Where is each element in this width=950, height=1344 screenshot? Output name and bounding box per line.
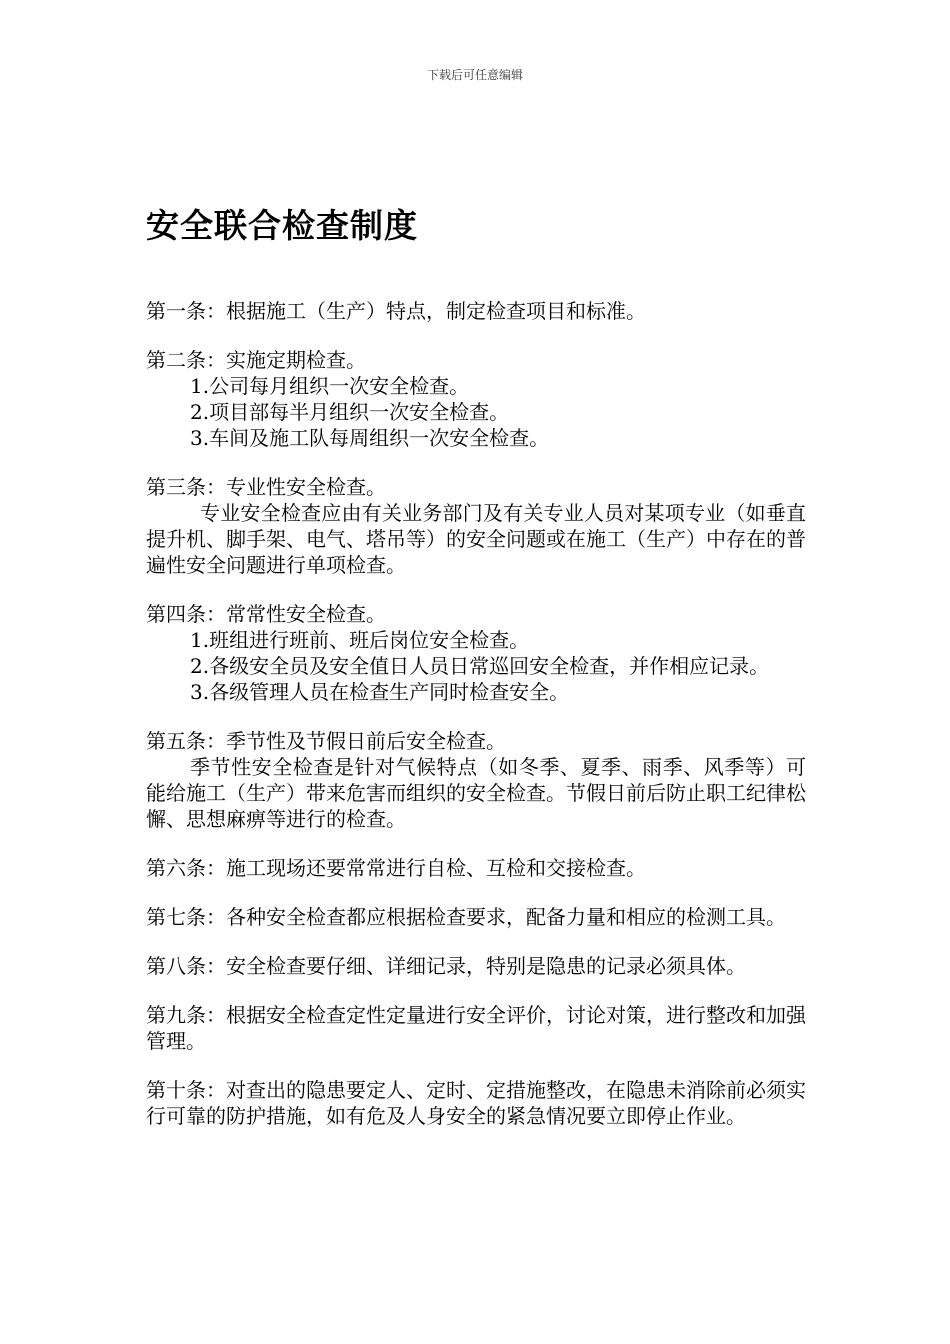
document-body [146,298,806,1152]
article-heading: 第六条：施工现场还要常常进行自检、互检和交接检查。 [146,856,646,880]
article-8 [146,953,806,979]
article-heading: 第八条：安全检查要仔细、详细记录，特别是隐患的记录必须具体。 [146,954,746,978]
article-heading: 第五条：季节性及节假日前后安全检查。 [146,729,506,753]
article-heading: 第二条：实施定期检查。 [146,348,366,372]
article-4 [146,601,806,705]
list-item: 3.车间及施工队每周组织一次安全检查。 [190,426,550,450]
list-item: 2.项目部每半月组织一次安全检查。 [190,400,510,424]
article-heading: 第九条：根据安全检查定性定量进行安全评价，讨论对策，进行整改和加强管理。 [146,1003,806,1053]
article-heading: 第三条：专业性安全检查。 [146,475,386,499]
article-heading: 第一条：根据施工（生产）特点，制定检查项目和标准。 [146,299,646,323]
article-7 [146,904,806,930]
article-heading: 第四条：常常性安全检查。 [146,602,386,626]
header-note: 下载后可任意编辑 [426,68,523,82]
article-10 [146,1077,806,1129]
list-item: 1.公司每月组织一次安全检查。 [190,374,470,398]
article-1 [146,298,806,324]
list-item: 1.班组进行班前、班后岗位安全检查。 [190,628,530,652]
article-3 [146,474,806,578]
article-heading: 第七条：各种安全检查都应根据检查要求，配备力量和相应的检测工具。 [146,905,786,929]
article-2 [146,347,806,451]
list-item: 2.各级安全员及安全值日人员日常巡回安全检查，并作相应记录。 [190,654,770,678]
article-6 [146,855,806,881]
article-heading: 第十条：对查出的隐患要定人、定时、定措施整改，在隐患未消除前必须实行可靠的防护措施，如有危及人身安全的紧急情况要立即停止作业。 [146,1078,806,1128]
article-9 [146,1002,806,1054]
article-body: 季节性安全检查是针对气候特点（如冬季、夏季、雨季、风季等）可能给施工（生产）带来危害而组织的安全检查。节假日前后防止职工纪律松懈、思想麻痹等进行的检查。 [146,755,806,831]
article-body: 专业安全检查应由有关业务部门及有关专业人员对某项专业（如垂直提升机、脚手架、电气、塔吊等）的安全问题或在施工（生产）中存在的普遍性安全问题进行单项检查。 [146,501,806,577]
list-item: 3.各级管理人员在检查生产同时检查安全。 [190,680,570,704]
document-title: 安全联合检查制度 [146,206,418,245]
article-5 [146,728,806,832]
